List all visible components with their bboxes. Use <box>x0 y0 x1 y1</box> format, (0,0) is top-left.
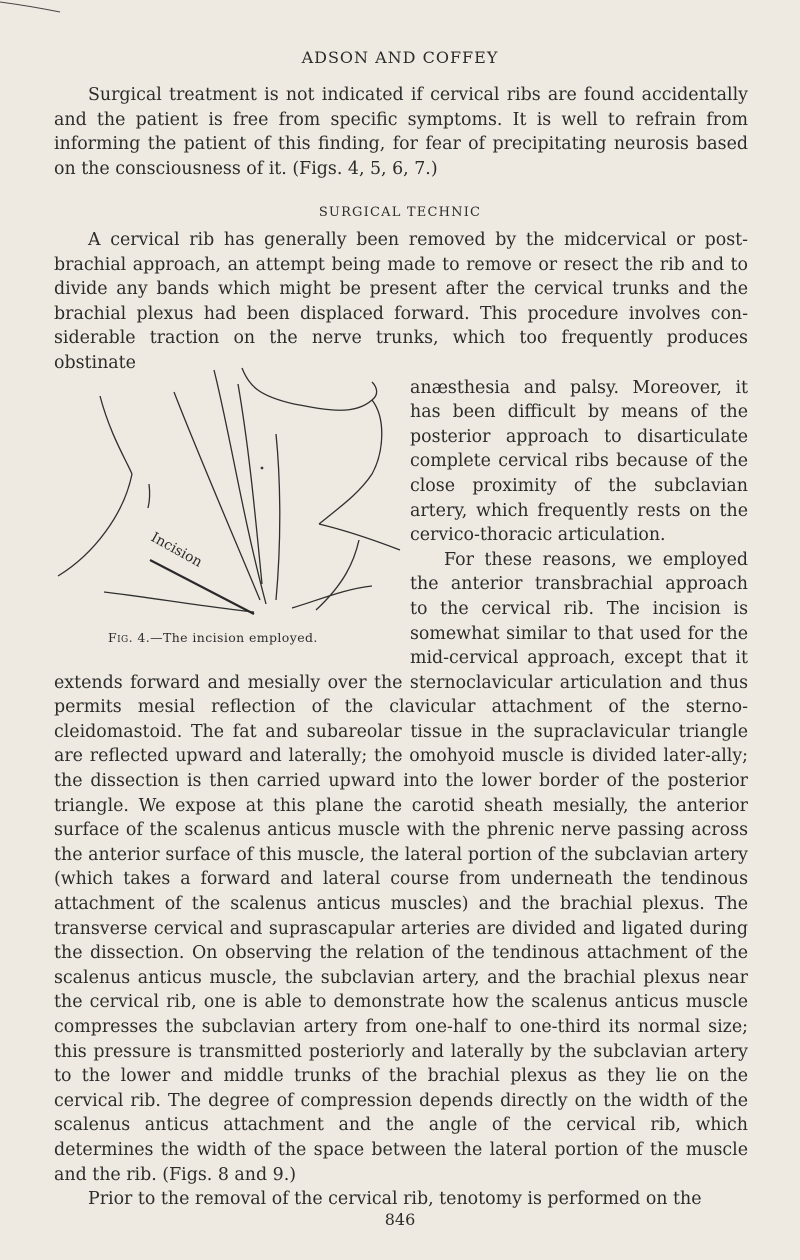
running-head: ADSON AND COFFEY <box>301 48 499 67</box>
paragraph-1-text: Surgical treatment is not indicated if cervical ribs are found accidentally and the patient is free from specific symptoms. It is well to refrain from informing the patient of this finding, for fear of precipitating neurosis based on the consciousness of it. (Figs. 4, 5, 6, 7.) <box>54 85 748 179</box>
paragraph-2-top: A cervical rib has generally been removed by the midcervical or post-brachial approach, an attempt being made to remove or resect the rib and to divide any bands which might be present after the cervical trunks and the brachial plexus had been displaced forward. This procedure involves con-siderable traction on the nerve trunks, which too frequently produces obstinate <box>54 230 748 373</box>
neck-illustration <box>54 364 404 624</box>
paragraph-4: Prior to the removal of the cervical rib, tenotomy is performed on the <box>88 1189 702 1210</box>
caption-text: —The incision employed. <box>150 630 318 645</box>
figure-caption <box>108 630 318 645</box>
paragraph-3: For these reasons, we employed the anterior transbrachial approach to the cervical rib. The incision is somewhat similar to that used for the mid-cervical approach, except that it extends forward and mesially over the sternoclavicular articulation and thus permits mesial reflection of the clavicular attachment of the sterno-cleidomastoid. The fat and subareolar tissue in the supraclavicular triangle are reflected upward and laterally; the omohyoid muscle is divided later-ally; the dissection is then carried upward into the lower border of the posterior triangle. We expose at this plane the carotid sheath mesially, the anterior surface of the scalenus anticus muscle with the phrenic nerve passing across the anterior surface of this muscle, the lateral portion of the subclavian artery (which takes a forward and lateral course from underneath the tendinous attachment of the scalenus anticus muscles) and the brachial plexus. The transverse cervical and suprascapular arteries are divided and ligated during the dissection. On observing the relation of the tendinous attachment of the scalenus anticus muscle, the subclavian artery, and the brachial plexus near the cervical rib, one is able to demonstrate how the scalenus anticus muscle compresses the subclavian artery from one-half to one-third its normal size; this pressure is transmitted posteriorly and laterally by the subclavian artery to the lower and middle trunks of the brachial plexus as they lie on the cervical rib. The degree of compression depends directly on the width of the scalenus anticus attachment and the angle of the cervical rib, which determines the width of the space between the lateral portion of the muscle and the rib. (Figs. 8 and 9.) <box>54 549 748 1185</box>
page-edge-line <box>0 0 800 14</box>
paragraph-2-bottom: anæsthesia and palsy. Moreover, it has been difficult by means of the posterior approach to disarticulate complete cervical ribs because of the close proximity of the subclavian artery, which frequently rests on the cervico-thoracic articulation. <box>410 377 748 546</box>
page-number: 846 <box>384 1210 416 1229</box>
figure-4 <box>54 364 404 644</box>
paragraph-1 <box>54 83 748 181</box>
section-heading: SURGICAL TECHNIC <box>318 205 482 220</box>
caption-prefix: Fig. 4. <box>108 630 151 645</box>
incision-label: Incision <box>148 529 205 571</box>
